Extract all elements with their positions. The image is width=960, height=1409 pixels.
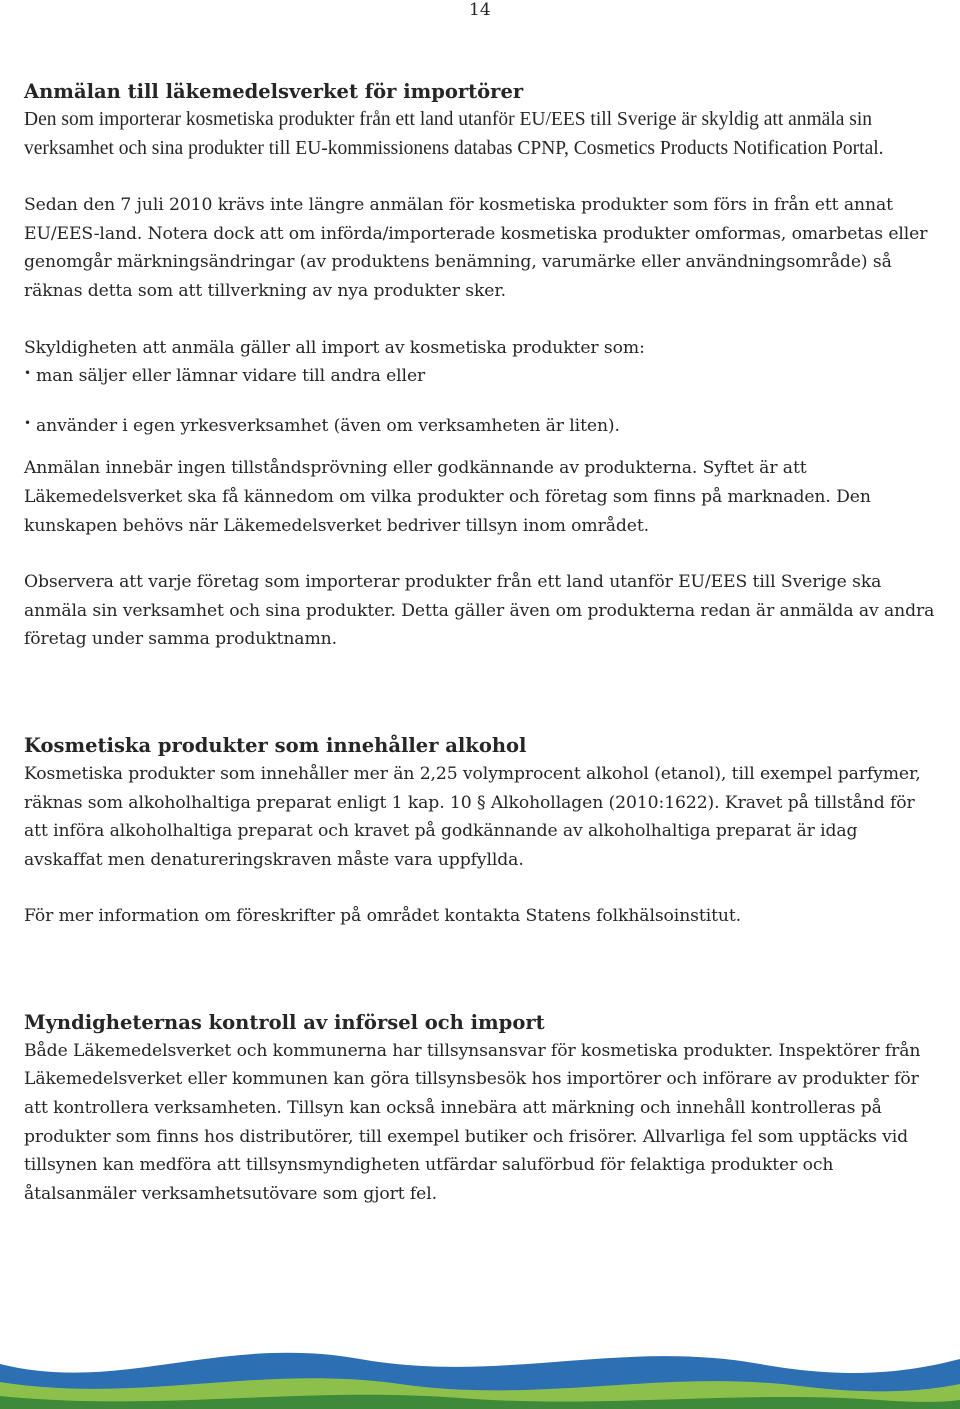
importers-paragraph-3: Skyldigheten att anmäla gäller all import av kosmetiska produkter som:	[24, 337, 645, 358]
list-item	[24, 362, 936, 391]
page-number: 14	[469, 0, 491, 20]
importers-intro: Den som importerar kosmetiska produkter från ett land utanför EU/EES till Sverige är skyldig att anmäla sin verksamhet och sina produkter till EU-kommissionens databas CPNP, Cosmetics Products Notification Portal.	[24, 109, 884, 159]
list-item-text: man säljer eller lämnar vidare till andra eller	[36, 366, 426, 387]
importers-paragraph-2: Sedan den 7 juli 2010 krävs inte längre anmälan för kosmetiska produkter som förs in från ett annat EU/EES-land. Notera dock att om införda/importerade kosmetiska produkter omformas, omarbetas eller genomgår märkningsändringar (av produktens benämning, varumärke eller användningsområde) så räknas detta som att tillverkning av nya produkter sker.	[24, 195, 928, 301]
list-item-text: använder i egen yrkesverksamhet (även om verksamheten är liten).	[36, 415, 620, 436]
section-title-importers: Anmälan till läkemedelsverket för importörer	[24, 80, 524, 103]
importers-paragraph-5: Observera att varje företag som importerar produkter från ett land utanför EU/EES till Sverige ska anmäla sin verksamhet och sina produkter. Detta gäller även om produkterna redan är anmälda av andra företag under samma produktnamn.	[24, 572, 935, 650]
import-obligation-list	[24, 362, 936, 440]
alcohol-paragraph-2: För mer information om föreskrifter på området kontakta Statens folkhälsoinstitut.	[24, 906, 742, 927]
alcohol-paragraph-1: Kosmetiska produkter som innehåller mer än 2,25 volymprocent alkohol (etanol), till exempel parfymer, räknas som alkoholhaltiga preparat enligt 1 kap. 10 § Alkohollagen (2010:1622). Kravet på tillstånd för att införa alkoholhaltiga preparat och kravet på godkännande av alkoholhaltiga preparat är idag avskaffat men denatureringskraven måste vara uppfyllda.	[24, 763, 921, 870]
section-title-control: Myndigheternas kontroll av införsel och import	[24, 1010, 545, 1034]
bullet-icon: •	[24, 415, 31, 430]
control-paragraph-1: Både Läkemedelsverket och kommunerna har tillsynsansvar för kosmetiska produkter. Inspektörer från Läkemedelsverket eller kommunen kan göra tillsynsbesök hos importörer och införare av produkter för att kontrollera verksamheten. Tillsyn kan också innebära att märkning och innehåll kontrolleras på produkter som finns hos distributörer, till exempel butiker och frisörer. Allvarliga fel som upptäcks vid tillsynen kan medföra att tillsynsmyndigheten utfärdar saluförbud för felaktiga produkter och åtalsanmäler verksamhetsutövare som gjort fel.	[24, 1040, 921, 1204]
bullet-icon: •	[24, 366, 31, 381]
importers-paragraph-4: Anmälan innebär ingen tillståndsprövning eller godkännande av produkterna. Syftet är att Läkemedelsverket ska få kännedom om vilka produkter och företag som finns på marknaden. Den kunskapen behövs när Läkemedelsverket bedriver tillsyn inom området.	[24, 458, 871, 536]
section-title-alcohol: Kosmetiska produkter som innehåller alkohol	[24, 733, 527, 757]
document-body	[24, 78, 936, 1208]
list-item	[24, 412, 936, 441]
footer-wave-decoration	[0, 1324, 960, 1409]
